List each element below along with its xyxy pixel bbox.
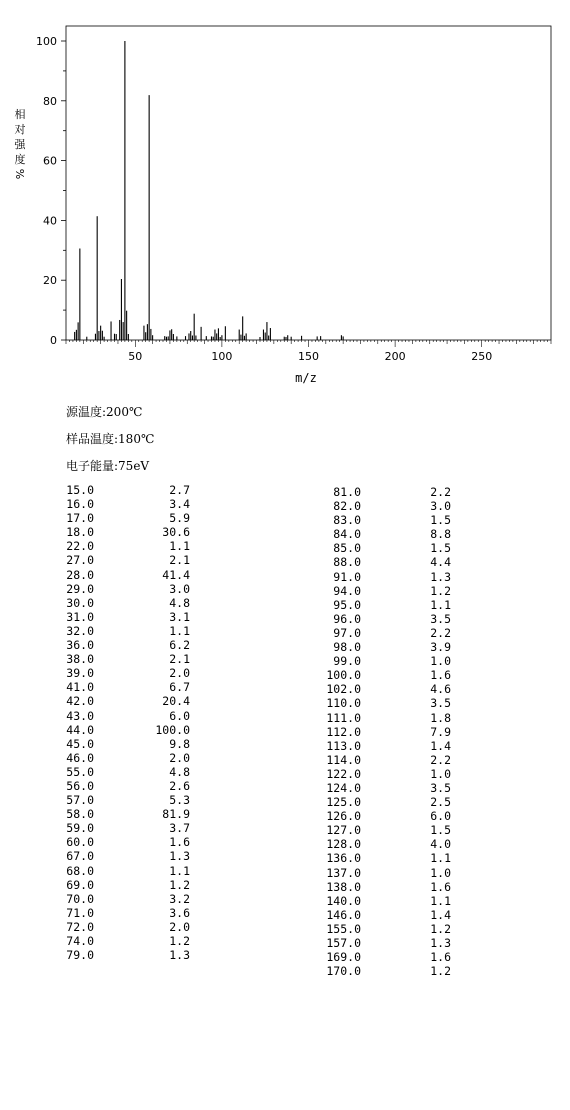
peak-mz: 79.0 bbox=[66, 948, 94, 963]
peak-mz: 27.0 bbox=[66, 553, 94, 568]
peak-intensity: 2.2 bbox=[430, 485, 451, 499]
peak-row bbox=[60, 709, 200, 723]
peak-row bbox=[316, 499, 466, 513]
peak-intensity: 6.0 bbox=[169, 708, 190, 723]
peak-intensity: 5.3 bbox=[169, 793, 190, 808]
peak-mz: 42.0 bbox=[66, 694, 94, 709]
peak-row bbox=[316, 767, 466, 781]
peak-mz: 59.0 bbox=[66, 821, 94, 836]
peak-row bbox=[316, 584, 466, 598]
x-tick-label: 250 bbox=[471, 350, 493, 363]
peak-intensity: 3.4 bbox=[169, 497, 190, 512]
peak-intensity: 1.0 bbox=[430, 865, 451, 880]
peak-intensity: 1.3 bbox=[169, 849, 190, 864]
peak-row bbox=[60, 525, 200, 539]
peak-intensity: 20.4 bbox=[162, 694, 190, 709]
peak-row bbox=[60, 694, 200, 708]
peak-row bbox=[60, 920, 200, 934]
peak-mz: 74.0 bbox=[66, 934, 94, 948]
peak-row bbox=[60, 624, 200, 638]
peak-mz: 170.0 bbox=[326, 964, 361, 979]
y-tick-label: 100 bbox=[36, 35, 57, 48]
peak-intensity: 4.6 bbox=[430, 682, 451, 697]
peak-mz: 99.0 bbox=[333, 654, 361, 669]
peak-mz: 96.0 bbox=[333, 611, 361, 626]
peak-mz: 100.0 bbox=[326, 668, 361, 683]
peak-mz: 113.0 bbox=[326, 738, 361, 753]
peak-mz: 44.0 bbox=[66, 722, 94, 737]
peak-intensity: 4.8 bbox=[169, 764, 190, 779]
peak-intensity: 3.9 bbox=[430, 640, 451, 655]
peak-row bbox=[316, 894, 466, 908]
peak-row bbox=[60, 666, 200, 680]
peak-row bbox=[316, 668, 466, 682]
peak-row bbox=[316, 739, 466, 753]
peak-row bbox=[60, 638, 200, 652]
y-axis-label-char: 度 bbox=[14, 153, 26, 166]
peak-intensity: 3.6 bbox=[169, 905, 190, 920]
peak-mz: 114.0 bbox=[326, 752, 361, 767]
peak-row bbox=[60, 511, 200, 525]
peak-mz: 32.0 bbox=[66, 623, 94, 638]
peak-mz: 56.0 bbox=[66, 778, 94, 793]
peak-row bbox=[316, 626, 466, 640]
peak-intensity: 1.4 bbox=[430, 907, 451, 922]
mass-spectrum-chart bbox=[0, 0, 570, 390]
peak-intensity: 1.6 bbox=[430, 668, 451, 683]
source-temperature: 源温度:200℃ bbox=[66, 405, 143, 419]
peak-row bbox=[60, 849, 200, 863]
peak-mz: 127.0 bbox=[326, 823, 361, 838]
peak-row bbox=[316, 964, 466, 978]
peak-row bbox=[60, 497, 200, 511]
peak-mz: 22.0 bbox=[66, 539, 94, 554]
peak-mz: 97.0 bbox=[333, 625, 361, 640]
peak-row bbox=[60, 483, 200, 497]
y-axis-label-char: 相 bbox=[14, 108, 26, 121]
peak-intensity: 2.2 bbox=[430, 625, 451, 640]
peak-intensity: 1.0 bbox=[430, 654, 451, 669]
peak-intensity: 6.7 bbox=[169, 680, 190, 695]
peak-mz: 94.0 bbox=[333, 583, 361, 598]
peak-mz: 122.0 bbox=[326, 766, 361, 781]
peak-row bbox=[316, 837, 466, 851]
peak-mz: 70.0 bbox=[66, 891, 94, 906]
peak-row bbox=[316, 725, 466, 739]
peak-intensity: 3.1 bbox=[169, 609, 190, 624]
peak-mz: 46.0 bbox=[66, 750, 94, 765]
y-tick-label: 60 bbox=[43, 154, 57, 168]
peak-intensity: 1.1 bbox=[430, 851, 451, 866]
peak-intensity: 1.6 bbox=[169, 835, 190, 850]
peak-mz: 91.0 bbox=[333, 569, 361, 584]
peak-mz: 68.0 bbox=[66, 863, 94, 878]
peak-intensity: 3.5 bbox=[430, 780, 451, 795]
y-axis-label-char: 对 bbox=[14, 123, 26, 136]
peak-row bbox=[60, 948, 200, 962]
peak-intensity: 2.0 bbox=[169, 666, 190, 681]
peak-intensity: 3.0 bbox=[169, 581, 190, 596]
peak-row bbox=[316, 851, 466, 865]
peak-mz: 72.0 bbox=[66, 919, 94, 934]
peak-intensity: 1.1 bbox=[430, 597, 451, 612]
peak-intensity: 2.7 bbox=[169, 483, 190, 497]
peak-mz: 110.0 bbox=[326, 696, 361, 711]
x-tick-label: 200 bbox=[384, 350, 406, 363]
peak-mz: 55.0 bbox=[66, 764, 94, 779]
peak-mz: 45.0 bbox=[66, 736, 94, 751]
peak-mz: 95.0 bbox=[333, 597, 361, 612]
peak-intensity: 1.8 bbox=[430, 710, 451, 725]
peak-row bbox=[316, 781, 466, 795]
peak-intensity: 1.5 bbox=[430, 513, 451, 528]
peak-row bbox=[316, 795, 466, 809]
peak-row bbox=[60, 906, 200, 920]
peak-mz: 124.0 bbox=[326, 780, 361, 795]
peak-mz: 58.0 bbox=[66, 807, 94, 822]
peak-row bbox=[60, 751, 200, 765]
peak-intensity: 1.2 bbox=[430, 921, 451, 936]
peak-intensity: 1.2 bbox=[169, 877, 190, 892]
peak-intensity: 1.1 bbox=[169, 863, 190, 878]
peak-intensity: 6.0 bbox=[430, 809, 451, 824]
peak-intensity: 4.4 bbox=[430, 555, 451, 570]
peak-intensity: 2.1 bbox=[169, 553, 190, 568]
peak-mz: 29.0 bbox=[66, 581, 94, 596]
peak-row bbox=[60, 680, 200, 694]
peak-mz: 125.0 bbox=[326, 795, 361, 810]
peak-intensity: 1.2 bbox=[430, 583, 451, 598]
peak-mz: 18.0 bbox=[66, 525, 94, 540]
peak-intensity: 2.2 bbox=[430, 752, 451, 767]
peak-mz: 17.0 bbox=[66, 511, 94, 526]
peak-row bbox=[60, 652, 200, 666]
peak-mz: 15.0 bbox=[66, 483, 94, 497]
peak-row bbox=[60, 864, 200, 878]
peak-mz: 112.0 bbox=[326, 724, 361, 739]
peak-mz: 137.0 bbox=[326, 865, 361, 880]
peak-row bbox=[60, 737, 200, 751]
peak-row bbox=[316, 950, 466, 964]
peak-mz: 28.0 bbox=[66, 567, 94, 582]
peak-intensity: 1.1 bbox=[169, 539, 190, 554]
x-axis-ticks bbox=[66, 340, 551, 363]
peak-mz: 36.0 bbox=[66, 638, 94, 653]
peak-mz: 128.0 bbox=[326, 837, 361, 852]
peak-intensity: 6.2 bbox=[169, 638, 190, 653]
peak-intensity: 1.3 bbox=[430, 569, 451, 584]
peak-mz: 71.0 bbox=[66, 905, 94, 920]
peak-mz: 69.0 bbox=[66, 877, 94, 892]
peak-intensity: 2.1 bbox=[169, 652, 190, 667]
y-axis-ticks bbox=[36, 35, 66, 347]
peak-row bbox=[316, 527, 466, 541]
peak-row bbox=[60, 568, 200, 582]
y-tick-label: 40 bbox=[43, 214, 57, 228]
peak-intensity: 2.5 bbox=[430, 795, 451, 810]
peak-mz: 157.0 bbox=[326, 936, 361, 950]
peak-row bbox=[316, 513, 466, 527]
peak-mz: 81.0 bbox=[333, 485, 361, 499]
peak-row bbox=[316, 682, 466, 696]
peak-mz: 41.0 bbox=[66, 680, 94, 695]
electron-energy: 电子能量:75eV bbox=[66, 459, 150, 473]
peak-row bbox=[60, 596, 200, 610]
y-tick-label: 20 bbox=[43, 274, 57, 288]
peak-intensity: 1.5 bbox=[430, 541, 451, 556]
peak-intensity: 1.1 bbox=[430, 893, 451, 908]
peak-mz: 111.0 bbox=[326, 710, 361, 725]
peak-row bbox=[316, 866, 466, 880]
peak-row bbox=[316, 711, 466, 725]
peak-row bbox=[316, 753, 466, 767]
peak-row bbox=[60, 934, 200, 948]
peak-mz: 98.0 bbox=[333, 640, 361, 655]
peak-row bbox=[60, 892, 200, 906]
peak-row bbox=[316, 880, 466, 894]
peak-intensity: 8.8 bbox=[430, 527, 451, 542]
peak-row bbox=[316, 598, 466, 612]
peak-intensity: 3.5 bbox=[430, 696, 451, 711]
peak-mz: 31.0 bbox=[66, 609, 94, 624]
x-tick-label: 150 bbox=[298, 350, 319, 363]
peak-row bbox=[60, 779, 200, 793]
y-tick-label: 80 bbox=[43, 94, 57, 108]
peak-row bbox=[316, 936, 466, 950]
peak-intensity: 1.3 bbox=[430, 936, 451, 950]
peak-mz: 138.0 bbox=[326, 879, 361, 894]
sample-temperature: 样品温度:180℃ bbox=[66, 432, 155, 446]
peak-mz: 140.0 bbox=[326, 893, 361, 908]
peak-row bbox=[316, 696, 466, 710]
peak-intensity: 1.6 bbox=[430, 950, 451, 965]
peak-mz: 102.0 bbox=[326, 682, 361, 697]
peak-intensity: 2.0 bbox=[169, 750, 190, 765]
x-tick-label: 50 bbox=[128, 350, 143, 363]
peak-mz: 60.0 bbox=[66, 835, 94, 850]
peak-row bbox=[60, 610, 200, 624]
peak-row bbox=[60, 553, 200, 567]
peak-intensity: 41.4 bbox=[162, 567, 190, 582]
peak-mz: 30.0 bbox=[66, 595, 94, 610]
y-tick-label: 0 bbox=[50, 334, 57, 347]
peak-table-right bbox=[316, 485, 466, 978]
y-axis-label-char: 强 bbox=[14, 138, 26, 151]
peak-row bbox=[60, 765, 200, 779]
peak-intensity: 1.1 bbox=[169, 623, 190, 638]
peak-intensity: 7.9 bbox=[430, 724, 451, 739]
peak-intensity: 9.8 bbox=[169, 736, 190, 751]
peak-row bbox=[316, 640, 466, 654]
peak-intensity: 1.3 bbox=[169, 948, 190, 963]
peak-mz: 39.0 bbox=[66, 666, 94, 681]
peak-intensity: 1.6 bbox=[430, 879, 451, 894]
peak-intensity: 30.6 bbox=[162, 525, 190, 540]
x-tick-label: 100 bbox=[211, 350, 233, 363]
peak-row bbox=[316, 823, 466, 837]
peak-row bbox=[60, 539, 200, 553]
y-axis-label bbox=[14, 107, 27, 179]
peak-intensity: 3.0 bbox=[430, 499, 451, 514]
spectrum-bars bbox=[75, 41, 343, 340]
peak-intensity: 2.0 bbox=[169, 919, 190, 934]
peak-intensity: 1.4 bbox=[430, 738, 451, 753]
peak-mz: 126.0 bbox=[326, 809, 361, 824]
peak-row bbox=[316, 612, 466, 626]
peak-row bbox=[316, 908, 466, 922]
peak-mz: 88.0 bbox=[333, 555, 361, 570]
peak-intensity: 3.5 bbox=[430, 611, 451, 626]
peak-intensity: 81.9 bbox=[162, 807, 190, 822]
peak-row bbox=[316, 485, 466, 499]
peak-row bbox=[316, 541, 466, 555]
peak-intensity: 1.0 bbox=[430, 766, 451, 781]
peak-row bbox=[60, 582, 200, 596]
peak-intensity: 4.8 bbox=[169, 595, 190, 610]
peak-intensity: 5.9 bbox=[169, 511, 190, 526]
peak-row bbox=[316, 922, 466, 936]
peak-mz: 136.0 bbox=[326, 851, 361, 866]
peak-row bbox=[60, 807, 200, 821]
peak-row bbox=[60, 723, 200, 737]
peak-mz: 146.0 bbox=[326, 907, 361, 922]
peak-intensity: 100.0 bbox=[155, 722, 190, 737]
peak-mz: 85.0 bbox=[333, 541, 361, 556]
peak-row bbox=[316, 555, 466, 569]
peak-row bbox=[316, 809, 466, 823]
peak-intensity: 1.5 bbox=[430, 823, 451, 838]
peak-intensity: 4.0 bbox=[430, 837, 451, 852]
peak-mz: 38.0 bbox=[66, 652, 94, 667]
peak-row bbox=[316, 654, 466, 668]
peak-row bbox=[60, 821, 200, 835]
peak-intensity: 3.2 bbox=[169, 891, 190, 906]
plot-frame bbox=[66, 26, 551, 340]
peak-table-left bbox=[60, 483, 200, 962]
peak-mz: 83.0 bbox=[333, 513, 361, 528]
peak-intensity: 1.2 bbox=[430, 964, 451, 979]
x-axis-label: m/z bbox=[295, 371, 317, 385]
peak-row bbox=[60, 878, 200, 892]
peak-mz: 155.0 bbox=[326, 921, 361, 936]
peak-intensity: 2.6 bbox=[169, 778, 190, 793]
peak-row bbox=[60, 835, 200, 849]
peak-mz: 57.0 bbox=[66, 793, 94, 808]
peak-mz: 82.0 bbox=[333, 499, 361, 514]
peak-row bbox=[60, 793, 200, 807]
peak-mz: 67.0 bbox=[66, 849, 94, 864]
peak-row bbox=[316, 570, 466, 584]
peak-mz: 43.0 bbox=[66, 708, 94, 723]
peak-intensity: 1.2 bbox=[169, 934, 190, 948]
peak-intensity: 3.7 bbox=[169, 821, 190, 836]
peak-mz: 84.0 bbox=[333, 527, 361, 542]
peak-mz: 169.0 bbox=[326, 950, 361, 965]
peak-mz: 16.0 bbox=[66, 497, 94, 512]
y-axis-label-char: % bbox=[14, 168, 27, 180]
